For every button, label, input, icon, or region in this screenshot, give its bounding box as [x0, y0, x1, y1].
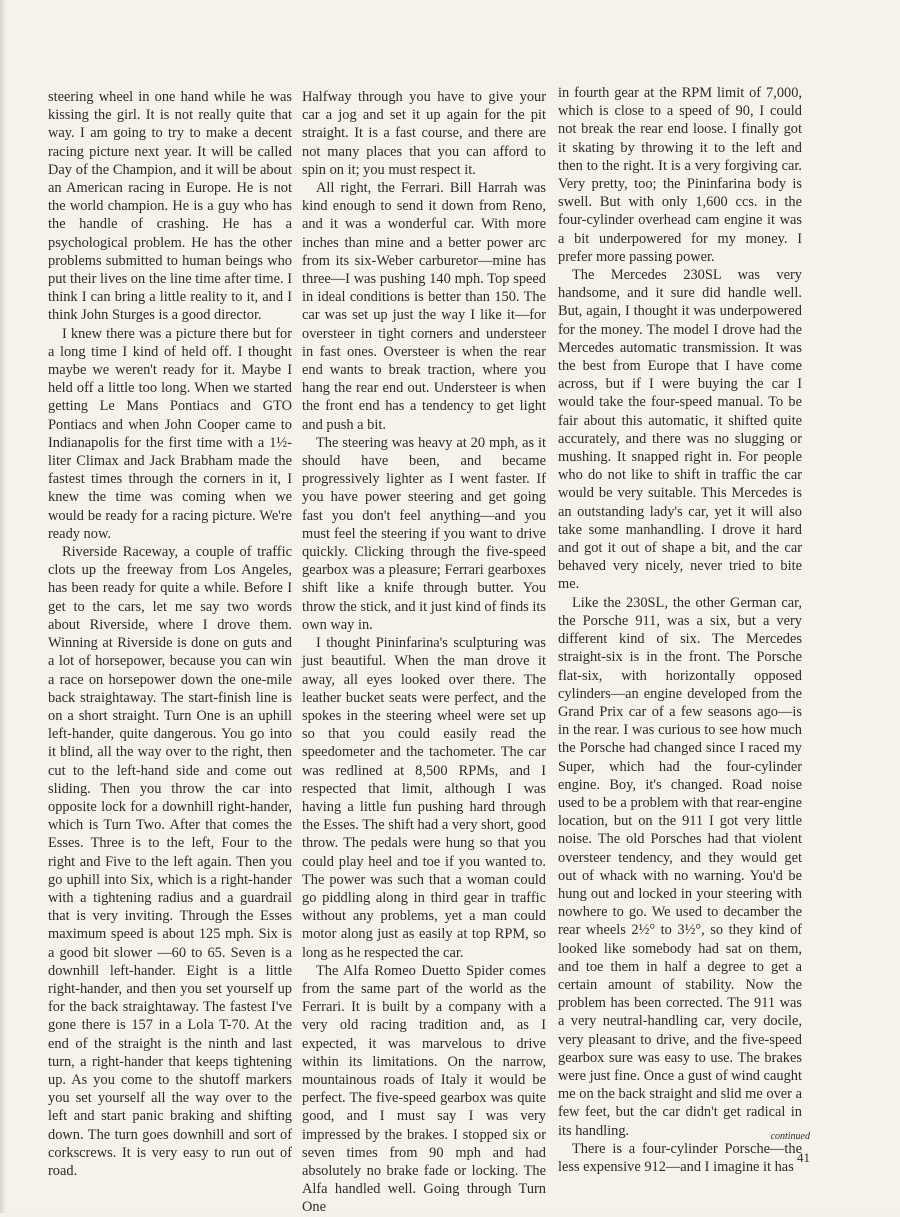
paragraph: The steering was heavy at 20 mph, as it should have been, and became progressively lighter as I went faster. If you have power steering and get going fast you don't feel anything—and you must feel the steering if you want to drive quickly. Clicking through the five-speed gearbox was a pleasure; Ferrari gearboxes shift like a knife through butter. You throw the stick, and it just kind of finds its own way in. — [302, 434, 546, 633]
text-column-1 — [48, 88, 292, 1180]
paragraph: There is a four-cylinder Porsche—the less expensive 912—and I imagine it has — [558, 1140, 802, 1175]
paragraph: Riverside Raceway, a couple of traffic clots up the freeway from Los Angeles, has been ready for quite a while. Before I get to the cars, let me say two words about Riverside, where I drove them. Winning at Riverside is done on guts and a lot of horsepower, because you can win a race on horsepower down the one-mile back straightaway. The start-finish line is on a short straight. Turn One is an uphill left-hander, quite dangerous. You go into it blind, all the way over to the right, then cut to the left-hand side and come out sliding. Then you throw the car into opposite lock for a downhill right-hander, which is Turn Two. After that comes the Esses. Three is to the left, Four to the right and Five to the left again. Then you go uphill into Six, which is a right-hander with a tightening radius and a guardrail that is very inviting. Through the Esses maximum speed is about 125 mph. Six is a good bit slower —60 to 65. Seven is a downhill left-hander. Eight is a little right-hander, and then you set yourself up for the back straightaway. The fastest I've gone there is 157 in a Lola T-70. At the end of the straight is the ninth and last turn, a right-hander that keeps tightening up. As you come to the shutoff markers you set yourself all the way over to the left and start panic braking and shifting down. The turn goes downhill and sort of corkscrews. It is very easy to run out of road. — [48, 544, 292, 1179]
continued-label: continued — [770, 1131, 810, 1142]
paragraph: in fourth gear at the RPM limit of 7,000, which is close to a speed of 90, I could not break the rear end loose. I finally got it skating by throwing it to the left and then to the right. It is a very forgiving car. Very pretty, too; the Pininfarina body is swell. But with only 1,600 ccs. in the four-cylinder overhead cam engine it was a bit underpowered for my money. I prefer more passing power. — [558, 85, 802, 265]
paragraph: The Alfa Romeo Duetto Spider comes from the same part of the world as the Ferrari. It is built by a company with a very old racing tradition and, as I expected, it was marvelous to drive within its limitations. On the narrow, mountainous roads of Italy it would be perfect. The five-speed gearbox was quite good, and I must say I was very impressed by the brakes. I stopped six or seven times from 90 mph and had absolutely no brake fade or locking. The Alfa handled well. Going through Turn One — [302, 962, 546, 1216]
text-column-2 — [302, 88, 546, 1217]
paragraph: Like the 230SL, the other German car, the Porsche 911, was a six, but a very different kind of six. The Mercedes straight-six is in the front. The Porsche flat-six, with horizontally opposed cylinders—an engine developed from the Grand Prix car of a few seasons ago—is in the rear. I was curious to see how much the Porsche had changed since I raced my Super, which had the four-cylinder engine. Boy, it's changed. Road noise used to be a problem with that rear-engine location, but on the 911 I got very little noise. The old Porsches had that violent oversteer tendency, and they would get out of whack with no warning. You'd be hung out and locked in your steering with nowhere to go. We used to decamber the rear wheels 2½° to 3½°, so they kind of looked like somebody had sat on them, and toe them in half a degree to get a certain amount of stability. Now the problem has been corrected. The 911 was a very neutral-handling car, very docile, very pleasant to drive, and the five-speed gearbox sure was easy to use. The brakes were just fine. Once a gust of wind caught me on the back straight and slid me over a few feet, but the car didn't get radical in its handling. — [558, 594, 802, 1139]
paragraph: Halfway through you have to give your car a jog and set it up again for the pit straight. It is a fast course, and there are not many places that you can afford to spin on it; you must respect it. — [302, 89, 546, 178]
paragraph: All right, the Ferrari. Bill Harrah was kind enough to send it down from Reno, and it was a wonderful car. With more inches than mine and a better power arc from its six-Weber carburetor—mine has three—I was pushing 140 mph. Top speed in ideal conditions is better than 150. The car was set up just the way I like it—for oversteer in tight corners and understeer in fast ones. Oversteer is when the rear end wants to break traction, where you hang the rear end out. Understeer is when the front end has a tendency to get light and push a bit. — [302, 180, 546, 433]
paragraph: The Mercedes 230SL was very handsome, and it sure did handle well. But, again, I thought it was underpowered for the money. The model I drove had the Mercedes automatic transmission. It was the best from Europe that I have come across, but if I were buying the car I would take the four-speed manual. To be fair about this automatic, it shifted quite accurately, and there was no slugging or mushing. It snapped right in. For people who do not like to shift in traffic the car would be very suitable. This Mercedes is an outstanding lady's car, yet it will also take some manhandling. I drove it hard and got it out of shape a bit, and the car behaved very nicely, never tried to bite me. — [558, 267, 802, 593]
paragraph: I knew there was a picture there but for a long time I kind of held off. I thought maybe we weren't ready for it. Maybe I held off a little too long. When we started getting Le Mans Pontiacs and GTO Pontiacs and when John Cooper came to Indianapolis for the first time with a 1½-liter Climax and Jack Brabham made the fastest times through the corners in it, I knew the time was coming when we would be ready for a racing picture. We're ready now. — [48, 325, 292, 542]
page-binding-shadow — [0, 0, 6, 1213]
text-column-3 — [558, 84, 802, 1176]
page-number: 41 — [797, 1150, 810, 1165]
paragraph: I thought Pininfarina's sculpturing was just beautiful. When the man drove it away, all eyes looked over there. The leather bucket seats were perfect, and the spokes in the steering wheel were set up so that you could easily read the speedometer and the tachometer. The car was redlined at 8,500 RPMs, and I respected that limit, although I was having a little fun pushing hard through the Esses. The shift had a very short, good throw. The pedals were hung so that you could play heel and toe if you wanted to. The power was such that a woman could go piddling along in third gear in traffic without any problems, yet a man could motor along just as easily at top RPM, so long as he respected the car. — [302, 635, 546, 961]
paragraph: steering wheel in one hand while he was kissing the girl. It is not really quite that way. I am going to try to make a decent racing picture next year. It will be called Day of the Champion, and it will be about an American racing in Europe. He is not the world champion. He is a guy who has the handle of crashing. He has a psychological problem. He has the other problems submitted to human beings who put their lives on the line time after time. I think I can bring a little reality to it, and I think John Sturges is a good director. — [48, 89, 292, 324]
